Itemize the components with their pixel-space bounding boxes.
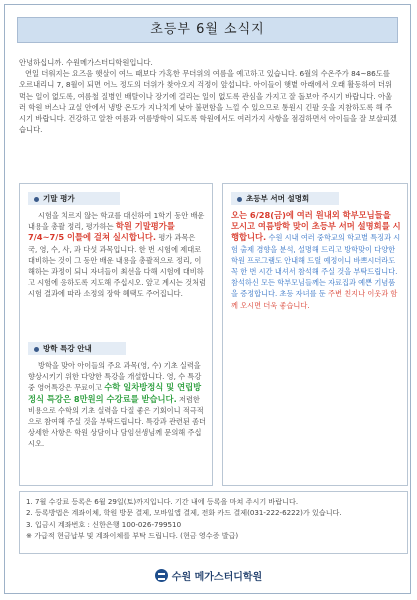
bullet-icon bbox=[34, 347, 39, 352]
exam-highlight: 학원 기말평가를 7/4~7/5 이틀에 걸쳐 실시합니다. bbox=[28, 221, 175, 243]
title-bar bbox=[17, 17, 398, 43]
notes-box bbox=[19, 491, 408, 554]
seminar-text-1: 수원 시내 여러 중학교의 학교별 특징과 시험 출제 경향을 분석, 설명해 드리고 방학맞이 다양한 학원 프로그램도 안내해 드릴 예정이니 바쁘시더라도 꼭 한 번 시간 내셔서 참석해 주실 것을 부탁드립니다. 참석하신 모든 학부모님들께는 자료집과 예쁜 기념품을 증정합니다. 초등 자녀를 둔 bbox=[231, 233, 401, 299]
seminar-body bbox=[231, 210, 401, 311]
special-text-2: 저렴한 비용으로 수학의 기초 실력을 다질 좋은 기회이니 적극적으로 참여해 주실 것을 부탁드립니다. 특강과 관련된 좀더 상세한 사항은 학원 상담이나 담임선생님께 문의해 주십시오. bbox=[28, 394, 206, 449]
exam-heading: 기말 평가 bbox=[43, 194, 75, 203]
page-title: 초등부 6월 소식지 bbox=[150, 22, 265, 37]
special-body bbox=[28, 360, 206, 450]
bullet-icon bbox=[34, 197, 39, 202]
note-item: ※ 가급적 현금납부 및 계좌이체를 부탁 드립니다. (현금 영수증 발급) bbox=[26, 531, 239, 541]
note-item: 3. 입금시 계좌번호 : 신한은행 100-026-799510 bbox=[26, 519, 182, 529]
seminar-heading: 초등부 서머 설명회 bbox=[246, 194, 310, 203]
bullet-icon bbox=[237, 197, 242, 202]
academy-logo-icon bbox=[155, 569, 168, 582]
footer bbox=[5, 565, 412, 584]
academy-name: 수원 메가스터디학원 bbox=[171, 572, 263, 583]
special-text-1: 방학을 맞아 아이들의 주요 과목(영, 수) 기초 실력을 향상시키기 위한 다양한 특강을 개설합니다. 영, 수 특강 중 영어특강은 무료이고 bbox=[28, 361, 202, 393]
seminar-text-2: 주변 친지나 이웃과 함께 오시면 더욱 좋습니다. bbox=[231, 289, 398, 310]
exam-body bbox=[28, 210, 206, 300]
exam-text-1: 시험을 치르지 않는 학교를 대신하여 1학기 동안 배운 내용을 총괄 정리, 평가하는 bbox=[28, 211, 205, 232]
right-column bbox=[222, 183, 408, 486]
exam-heading-label bbox=[28, 192, 120, 205]
special-heading: 방학 특강 안내 bbox=[43, 344, 92, 353]
note-item: 2. 등록방법은 계좌이체, 학원 방문 결제, 모바일앱 결제, 전화 카드 결제(031-222-6222)가 있습니다. bbox=[26, 508, 342, 518]
intro-section bbox=[19, 57, 399, 135]
intro-paragraph: 연일 더워지는 요즈음 햇살이 여느 때보다 가혹한 무더위의 여름을 예고하고 있습니다. 6월의 수온주가 84~86도를 오르내리니 7, 8월이 되면 어느 정도의 더위가 찾아오지 걱정이 앞섭니다. 아이들이 햇볕 아래에서 오래 활동하여 더위 먹는 일이 없도록, 여름철 질병인 배탈이나 장기에 걸리는 일이 없도록 관심을 가지고 잘 돌보아 주시기 바랍니다. 아울러 학원 버스나 교실 안에서 냉방 온도가 지나치게 낮아 불편함을 느낄 수 있으므로 통원시 긴팔 옷을 지참하도록 해 주시기 바랍니다. 건강하고 알찬 여름과 여름방학이 되도록 학원에서도 여러가지 사항을 점검하면서 아이들을 잘 보살피겠습니다. bbox=[19, 69, 397, 135]
exam-text-2: 평가 과목은 국, 영, 수, 사, 과 다섯 과목입니다. 한 번 시험에 제대로 대비하는 것이 그 동안 배운 내용을 총괄적으로 정리, 이해하는 과정이 되니 자녀들이 최선을 다해 시험에 대비하고 시험에 응하도록 지도해 주십시오. 앞고 계시는 것처럼 시험 결과에 따라 소정의 장학 혜택도 주어집니다. bbox=[28, 233, 206, 299]
newsletter-page bbox=[4, 4, 411, 594]
special-heading-label bbox=[28, 342, 126, 355]
note-item: 1. 7월 수강료 등록은 6월 29일(토)까지입니다. 기간 내에 등록을 마쳐 주시기 바랍니다. bbox=[26, 497, 299, 506]
seminar-highlight: 오는 6/28(금)에 여러 원내외 학부모님들을 모시고 여름방학 맞이 초등부 서머 설명회를 시행합니다. bbox=[231, 210, 401, 243]
left-column bbox=[19, 183, 213, 486]
greeting-text: 안녕하십니까. 수원메가스터디학원입니다. bbox=[19, 58, 153, 67]
seminar-heading-label bbox=[231, 192, 339, 205]
special-highlight: 수학 일차방정식 및 연립방정식 특강은 8만원의 수강료를 받습니다. bbox=[28, 382, 202, 404]
